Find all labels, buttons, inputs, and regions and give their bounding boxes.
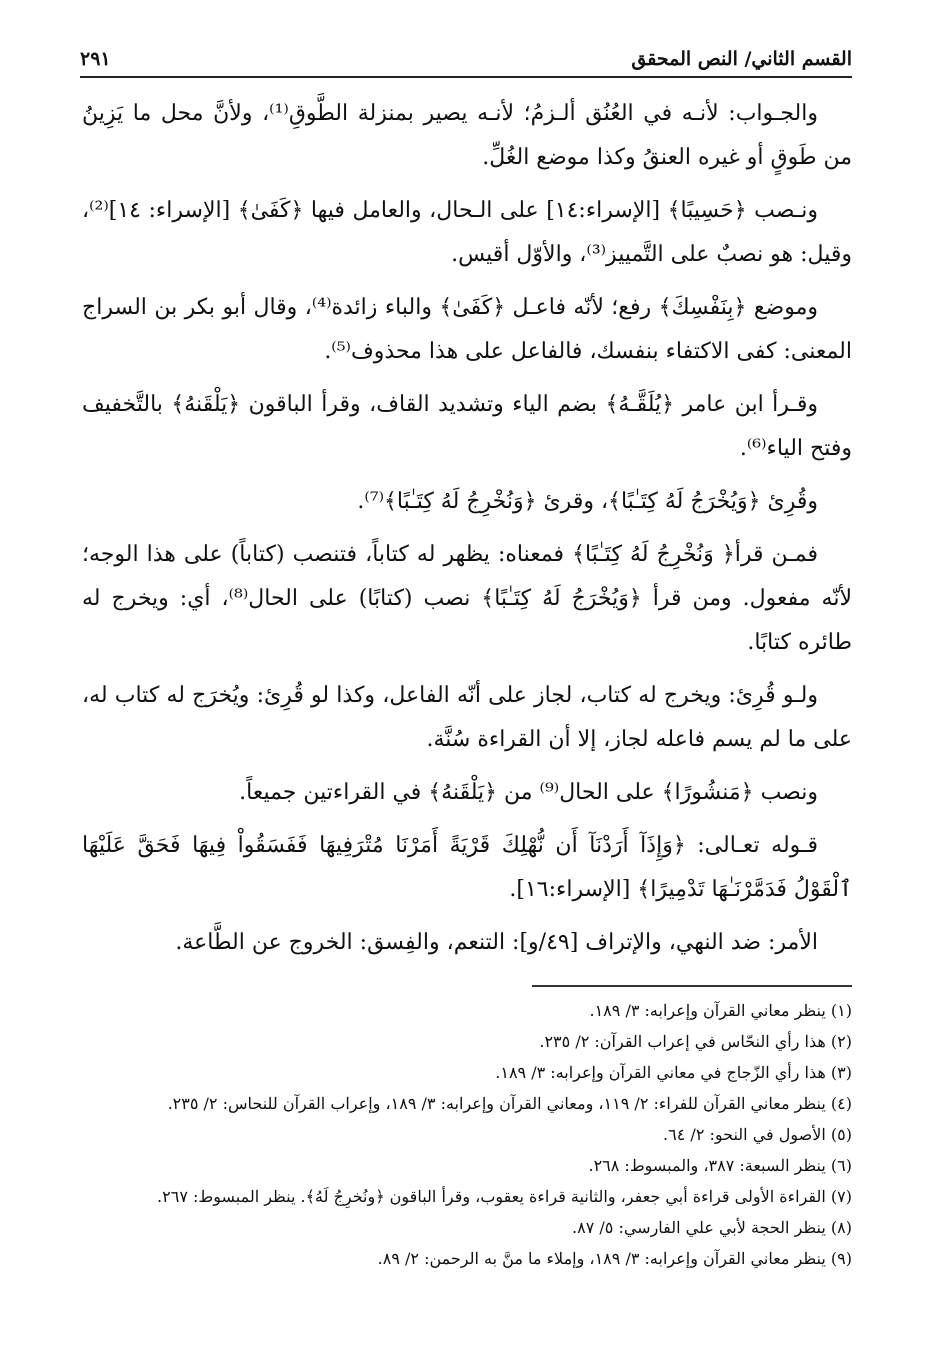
paragraph: وقُرِئ ﴿وَيُخْرَجُ لَهُ كِتَـٰبًا﴾، وقرئ ﴿وَنُخْرِجُ لَهُ كِتَـٰبًا﴾⁽⁷⁾. [357,489,818,514]
main-text [82,92,852,974]
page-number: ٢٩١ [80,48,111,70]
paragraph: وموضع ﴿بِنَفْسِكَ﴾ رفع؛ لأنّه فاعـل ﴿كَفَىٰ﴾ والباء زائدة⁽⁴⁾، وقال أبو بكر بن السراج المعنى: كفى الاكتفاء بنفسك، فالفاعل على هذا محذوف⁽⁵⁾. [82,295,852,364]
footnote-4: (٤) ينظر معاني القرآن للفراء: ٢/ ١١٩، ومعاني القرآن وإعرابه: ٣/ ١٨٩، وإعراب القرآن للنحاس: ٢/ ٢٣٥. [167,1094,852,1113]
footnote-2: (٢) هذا رأي النحّاس في إعراب القرآن: ٢/ ٢٣٥. [539,1032,852,1051]
footnote-8: (٨) ينظر الحجة لأبي علي الفارسي: ٥/ ٨٧. [572,1218,852,1237]
paragraph: ونـصب ﴿حَسِيبًا﴾ [الإسراء:١٤] على الـحال، والعامل فيها ﴿كَفَىٰ﴾ [الإسراء: ١٤]⁽²⁾، وقيل: هو نصبٌ على التَّمييز⁽³⁾، والأوّل أقيس. [82,198,852,267]
paragraph: فمـن قرأ﴿ وَنُخْرِجُ لَهُ كِتَـٰبًا﴾ فمعناه: يظهر له كتاباً، فتنصب (كتاباً) على هذا الوجه؛ لأنّه مفعول. ومن قرأ ﴿وَيُخْرَجُ لَهُ كِتَـٰبًا﴾ نصب (كتابًا) على الحال⁽⁸⁾، أي: ويخرج له طائره كتابًا. [82,542,853,655]
footnote-1: (١) ينظر معاني القرآن وإعرابه: ٣/ ١٨٩. [589,1001,852,1020]
paragraph: ونصب ﴿مَنشُورًا﴾ على الحال⁽⁹⁾ من ﴿يَلْقَنهُ﴾ في القراءتين جميعاً. [239,780,818,805]
footnote-5: (٥) الأصول في النحو: ٢/ ٦٤. [663,1125,852,1144]
footnotes [82,995,852,1274]
footnote-9: (٩) ينظر معاني القرآن وإعرابه: ٣/ ١٨٩، وإملاء ما منَّ به الرحمن: ٢/ ٨٩. [377,1249,852,1268]
footnote-6: (٦) ينظر السبعة: ٣٨٧، والمبسوط: ٢٦٨. [588,1156,852,1175]
paragraph: وقـرأ ابن عامر ﴿يُلَقَّـهُ﴾ بضم الياء وتشديد القاف، وقرأ الباقون ﴿يَلْقَنهُ﴾ بالتَّخفيف وفتح الياء⁽⁶⁾. [82,392,852,461]
running-title: القسم الثاني/ النص المحقق [631,48,852,70]
footnote-7: (٧) القراءة الأولى قراءة أبي جعفر، والثانية قراءة يعقوب، وقرأ الباقون ﴿ونُخرِجُ لَهُ﴾. ينظر المبسوط: ٢٦٧. [157,1187,852,1206]
paragraph: ولـو قُرِئ: ويخرج له كتاب، لجاز على أنّه الفاعل، وكذا لو قُرِئ: ويُخرَج له كتاب له، على ما لم يسم فاعله لجاز، إلا أن القراءة سُنَّة. [82,683,852,752]
footnote-separator [532,985,852,987]
paragraph: والجـواب: لأنـه في العُنُق ألـزمُ؛ لأنـه يصير بمنزلة الطَّوقِ⁽¹⁾، ولأنَّ محل ما يَزِينُ من طَوقٍ أو غيره العنقُ وكذا موضع الغُلِّ. [82,101,852,170]
paragraph: الأمر: ضد النهي، والإتراف [٤٩/و]: التنعم، والفِسق: الخروج عن الطَّاعة. [175,930,818,955]
header-rule [80,76,852,78]
footnote-3: (٣) هذا رأي الزّجاج في معاني القرآن وإعرابه: ٣/ ١٨٩. [495,1063,852,1082]
page-header [80,44,852,74]
paragraph: قـوله تعـالى: ﴿وَإِذَآ أَرَدْنَآ أَن نُّهْلِكَ قَرْيَةً أَمَرْنَا مُتْرَفِيهَا فَفَسَقُواْ فِيهَا فَحَقَّ عَلَيْهَا ٱلْقَوْلُ فَدَمَّرْنَـٰهَا تَدْمِيرًا﴾ [الإسراء:١٦]. [82,833,852,902]
